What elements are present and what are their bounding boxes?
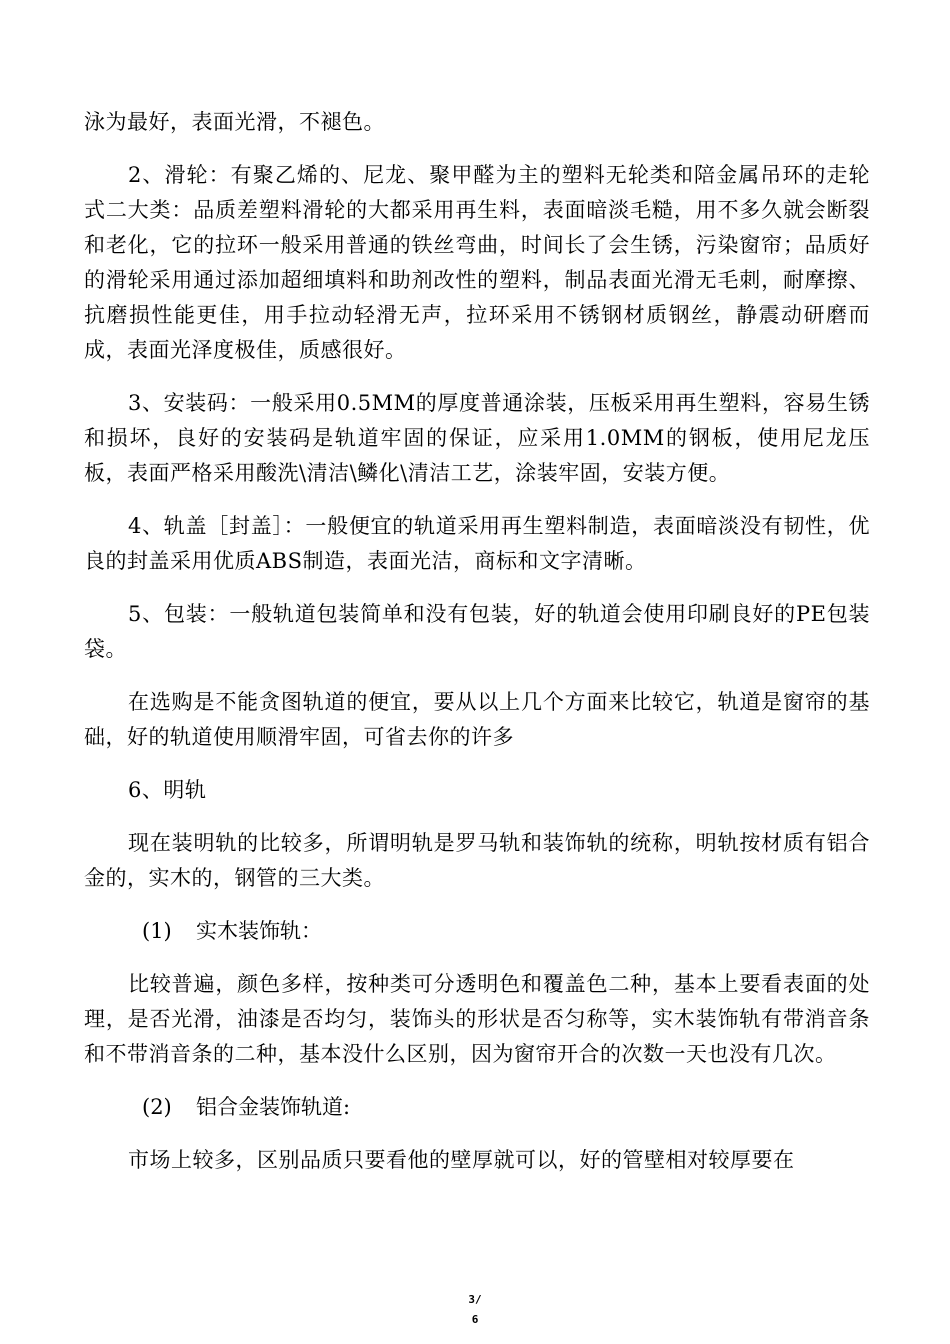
paragraph-buying-advice: 在选购是不能贪图轨道的便宜，要从以上几个方面来比较它，轨道是窗帘的基础，好的轨道使用顺滑牢固，可省去你的许多 bbox=[84, 690, 870, 749]
section-heading-visible-rail: 6、明轨 bbox=[128, 778, 207, 802]
paragraph-packaging: 5、包装：一般轨道包装简单和没有包装，好的轨道会使用印刷良好的PE包装袋。 bbox=[84, 602, 870, 661]
page-number-current: 3/ bbox=[468, 1293, 482, 1306]
paragraph-rail-cap: 4、轨盖［封盖］：一般便宜的轨道采用再生塑料制造，表面暗淡没有韧性，优良的封盖采用优质ABS制造，表面光洁，商标和文字清晰。 bbox=[84, 514, 870, 573]
page-number-total: 6 bbox=[471, 1313, 479, 1326]
subsection-title: 实木装饰轨： bbox=[196, 919, 322, 943]
paragraph-visible-rail-intro: 现在装明轨的比较多，所谓明轨是罗马轨和装饰轨的统称，明轨按材质有铝合金的，实木的，钢管的三大类。 bbox=[84, 831, 870, 890]
paragraph-mounting-bracket: 3、安装码：一般采用0.5MM的厚度普通涂装，压板采用再生塑料，容易生锈和损坏，良好的安装码是轨道牢固的保证，应采用1.0MM的钢板，使用尼龙压板，表面严格采用酸洗\清洁\鳞化\清洁工艺，涂装牢固，安装方便。 bbox=[84, 391, 870, 485]
paragraph-wood-rail: 比较普遍，颜色多样，按种类可分透明色和覆盖色二种，基本上要看表面的处理，是否光滑，油漆是否均匀，装饰头的形状是否匀称等，实木装饰轨有带消音条和不带消音条的二种，基本没什么区别，因为窗帘开合的次数一天也没有几次。 bbox=[84, 972, 870, 1066]
paragraph-continuation: 泳为最好，表面光滑，不褪色。 bbox=[84, 110, 385, 134]
subsection-heading-wood-rail bbox=[84, 914, 870, 949]
subsection-heading-aluminum-rail bbox=[84, 1090, 870, 1125]
subsection-number: (1) bbox=[142, 919, 172, 943]
page-number bbox=[0, 1290, 950, 1330]
paragraph-pulley: 2、滑轮：有聚乙烯的、尼龙、聚甲醛为主的塑料无轮类和陪金属吊环的走轮式二大类：品质差塑料滑轮的大都采用再生料，表面暗淡毛糙，用不多久就会断裂和老化，它的拉环一般采用普通的铁丝弯曲，时间长了会生锈，污染窗帘；品质好的滑轮采用通过添加超细填料和助剂改性的塑料，制品表面光滑无毛刺，耐摩擦、抗磨损性能更佳，用手拉动轻滑无声，拉环采用不锈钢材质钢丝，静震动研磨而成，表面光泽度极佳，质感很好。 bbox=[84, 163, 870, 362]
subsection-title: 铝合金装饰轨道: bbox=[196, 1095, 351, 1119]
paragraph-aluminum-rail: 市场上较多，区别品质只要看他的壁厚就可以，好的管壁相对较厚要在 bbox=[128, 1148, 795, 1172]
subsection-number: (2) bbox=[142, 1095, 172, 1119]
page-content bbox=[84, 105, 870, 1196]
